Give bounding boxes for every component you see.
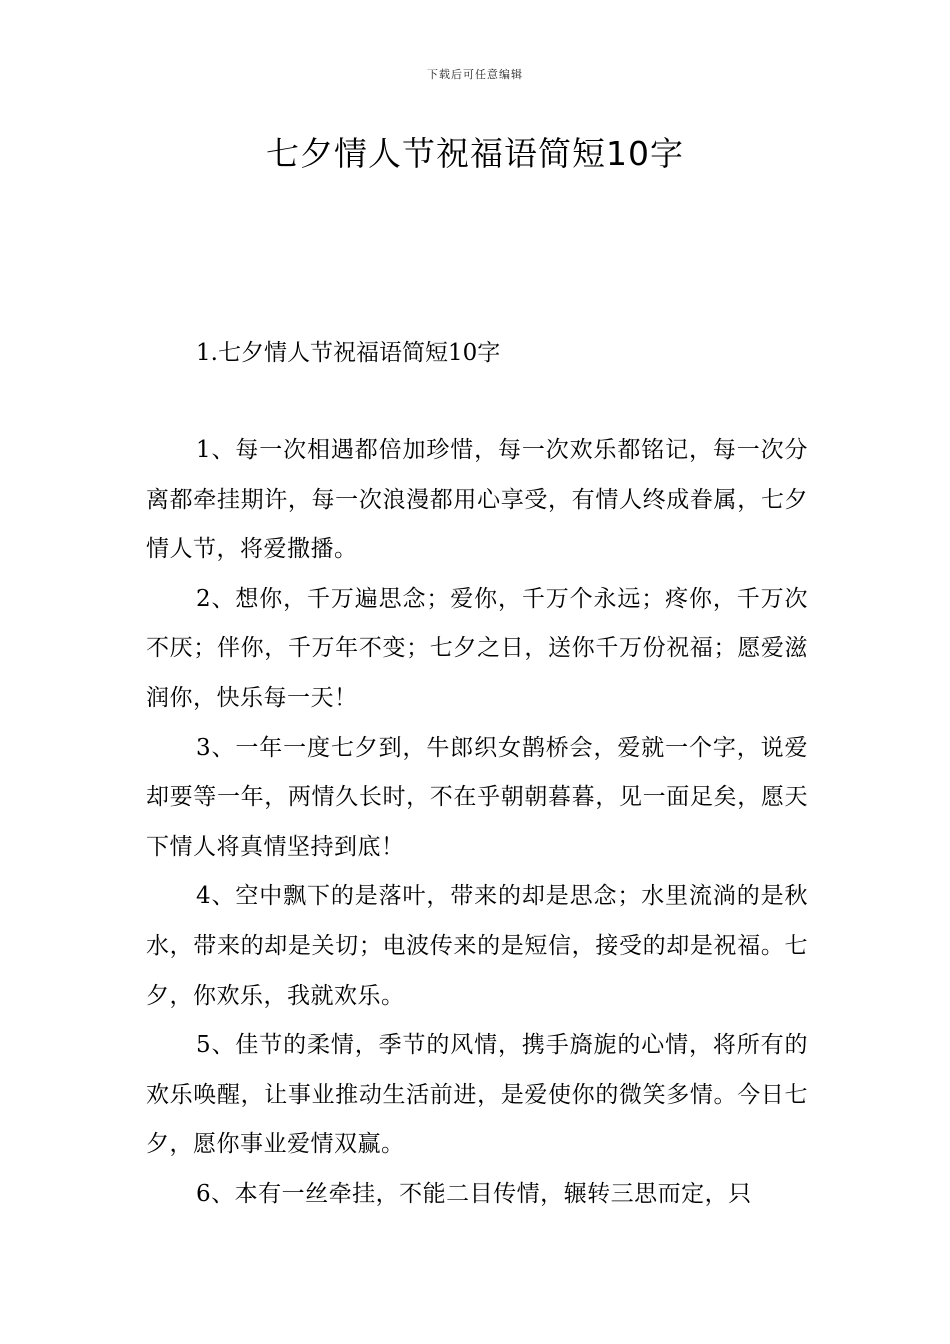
document-title: 七夕情人节祝福语简短10字 bbox=[266, 134, 684, 173]
section-heading: 1.七夕情人节祝福语简短10字 bbox=[196, 340, 501, 366]
paragraph-1: 1、每一次相遇都倍加珍惜，每一次欢乐都铭记，每一次分离都牵挂期许，每一次浪漫都用心享受，有情人终成眷属，七夕情人节，将爱撒播。 bbox=[146, 437, 808, 563]
paragraph-4: 4、空中飘下的是落叶，带来的却是思念；水里流淌的是秋水，带来的却是关切；电波传来的是短信，接受的却是祝福。七夕，你欢乐，我就欢乐。 bbox=[146, 883, 808, 1009]
paragraph-5: 5、佳节的柔情，季节的风情，携手旖旎的心情，将所有的欢乐唤醒，让事业推动生活前进，是爱使你的微笑多情。今日七夕，愿你事业爱情双赢。 bbox=[146, 1032, 808, 1158]
paragraph-3: 3、一年一度七夕到，牛郎织女鹊桥会，爱就一个字，说爱却要等一年，两情久长时，不在乎朝朝暮暮，见一面足矣，愿天下情人将真情坚持到底！ bbox=[146, 734, 808, 860]
header-note: 下载后可任意编辑 bbox=[427, 68, 523, 81]
paragraph-6: 6、本有一丝牵挂，不能二目传情，辗转三思而定，只 bbox=[196, 1180, 752, 1207]
body-text bbox=[146, 426, 808, 1220]
paragraph-2: 2、想你，千万遍思念；爱你，千万个永远；疼你，千万次不厌；伴你，千万年不变；七夕之日，送你千万份祝福；愿爱滋润你，快乐每一天！ bbox=[146, 585, 808, 711]
